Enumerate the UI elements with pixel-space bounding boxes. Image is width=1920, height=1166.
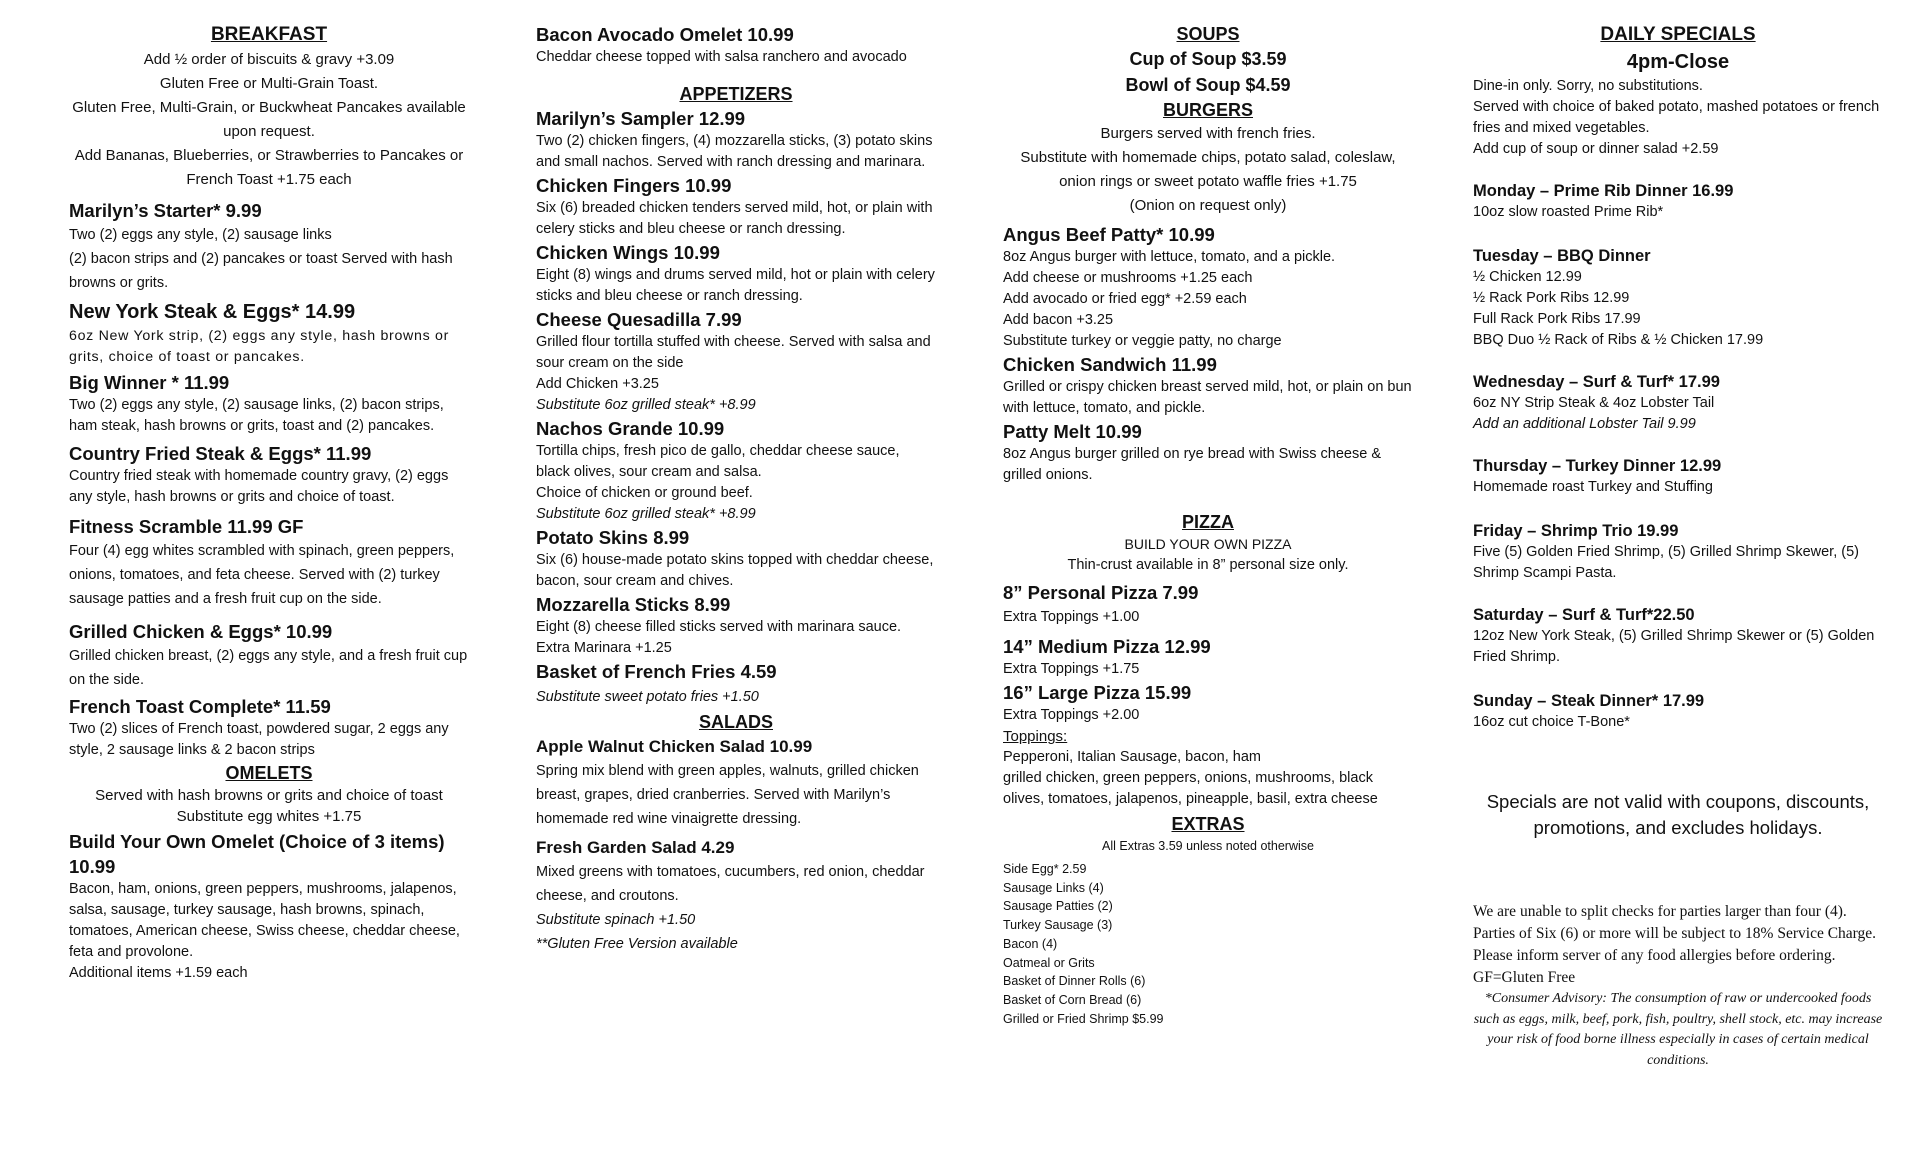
menu-item-desc: Two (2) eggs any style, (2) sausage links, (2) bacon strips, ham steak, hash browns or grits, toast and (2) pancakes. [69,397,444,434]
menu-item-title: Chicken Wings 10.99 [536,242,720,263]
menu-item-desc: Bacon, ham, onions, green peppers, mushrooms, jalapenos, salsa, sausage, turkey sausage, hash browns, spinach, tomatoes, American cheese, Swiss cheese, cheddar cheese, feta and provolone. [69,881,460,960]
menu-item-title: Cheese Quesadilla 7.99 [536,309,742,330]
menu-item-desc: Six (6) breaded chicken tenders served mild, hot, or plain with celery sticks and bleu cheese or ranch dressing. [536,200,933,237]
extras-item: Side Egg* 2.59 [1003,862,1087,876]
menu-item-substitute: Substitute 6oz grilled steak* +8.99 [536,397,756,413]
extras-item: Grilled or Fried Shrimp $5.99 [1003,1011,1164,1026]
extras-item: Bacon (4) [1003,936,1058,951]
cup-of-soup: Cup of Soup $3.59 [1129,49,1287,69]
extras-item: Sausage Links (4) [1003,880,1104,895]
breakfast-note: Gluten Free or Multi-Grain Toast. [159,75,379,92]
breakfast-note: Add Bananas, Blueberries, or Strawberries to Pancakes or French Toast +1.75 each [74,147,464,188]
menu-item-title: Fitness Scramble 11.99 GF [69,516,304,537]
soups-heading: SOUPS [1176,24,1240,44]
extras-item: Basket of Corn Bread (6) [1003,992,1142,1007]
toppings-label: Toppings: [1003,728,1068,745]
soups-burgers-column [1003,22,1413,1028]
menu-item-desc: Eight (8) wings and drums served mild, hot or plain with celery sticks and bleu cheese or ranch dressing. [536,267,935,304]
pizza-note: Thin-crust available in 8” personal size only. [1067,557,1349,573]
specials-intro: Dine-in only. Sorry, no substitutions. Served with choice of baked potato, mashed potatoes or french fries and mixed vegetables. Add cup of soup or dinner salad +2.59 [1473,78,1880,157]
menu-item-title: Chicken Fingers 10.99 [536,175,732,196]
menu-item-desc: Tortilla chips, fresh pico de gallo, cheddar cheese sauce, black olives, sour cream and salsa. [536,443,900,480]
omelets-note: Served with hash browns or grits and choice of toast [95,787,443,804]
menu-item-title: Chicken Sandwich 11.99 [1003,354,1217,375]
menu-item-substitute: Substitute spinach +1.50 [536,912,696,928]
check-policy: We are unable to split checks for parties larger than four (4). Parties of Six (6) or more will be subject to 18% Service Charge. Please inform server of any food allergies before ordering. GF=Gluten Free [1473,903,1877,986]
consumer-advisory: *Consumer Advisory: The consumption of raw or undercooked foods such as eggs, milk, beef, pork, fish, poultry, shell stock, etc. may increase your risk of food borne illness especially in cases of certain medical conditions. [1473,991,1883,1068]
menu-item-desc: Two (2) eggs any style, (2) sausage links (2) bacon strips and (2) pancakes or toast Served with hash browns or grits. [69,227,453,291]
gluten-free-note: **Gluten Free Version available [536,936,738,952]
extras-item: Basket of Dinner Rolls (6) [1003,974,1146,989]
menu-item-desc: Country fried steak with homemade country gravy, (2) eggs any style, hash browns or grits and choice of toast. [69,468,449,505]
special-desc: 12oz New York Steak, (5) Grilled Shrimp Skewer or (5) Golden Fried Shrimp. [1473,628,1875,665]
burgers-note: Substitute with homemade chips, potato salad, coleslaw, onion rings or sweet potato waffle fries +1.75 [1020,149,1396,190]
menu-item-desc: Mixed greens with tomatoes, cucumbers, red onion, cheddar cheese, and croutons. [536,864,925,904]
special-desc: 16oz cut choice T-Bone* [1473,714,1630,730]
menu-item-desc: 8oz Angus burger with lettuce, tomato, and a pickle. Add cheese or mushrooms +1.25 each Add avocado or fried egg* +2.59 each Add bacon +3.25 Substitute turkey or veggie patty, no charge [1003,249,1336,349]
menu-item-title: Big Winner * 11.99 [69,372,230,393]
extras-item: Turkey Sausage (3) [1003,918,1113,933]
menu-item-desc: Extra Toppings +1.75 [1003,661,1140,677]
menu-item-title: Marilyn’s Starter* 9.99 [69,200,262,221]
special-title: Saturday – Surf & Turf*22.50 [1473,606,1695,624]
menu-item-desc: 8oz Angus burger grilled on rye bread with Swiss cheese & grilled onions. [1003,446,1382,483]
menu-item-desc: Spring mix blend with green apples, walnuts, grilled chicken breast, grapes, dried cranberries. Served with Marilyn’s homemade red wine vinaigrette dressing. [536,763,919,827]
menu-item-substitute: Substitute 6oz grilled steak* +8.99 [536,506,756,522]
menu-item-title: Angus Beef Patty* 10.99 [1003,224,1215,245]
menu-item-title: Bacon Avocado Omelet 10.99 [536,24,794,45]
menu-item-extra: Choice of chicken or ground beef. [536,485,753,501]
special-desc: Homemade roast Turkey and Stuffing [1473,479,1713,495]
specials-heading: DAILY SPECIALS [1600,24,1756,45]
menu-item-title: Country Fried Steak & Eggs* 11.99 [69,443,372,464]
menu-item-title: Mozzarella Sticks 8.99 [536,594,731,615]
burgers-note: (Onion on request only) [1129,197,1287,214]
special-desc: ½ Chicken 12.99 ½ Rack Pork Ribs 12.99 Full Rack Pork Ribs 17.99 BBQ Duo ½ Rack of Ribs & ½ Chicken 17.99 [1473,269,1764,348]
extras-note: All Extras 3.59 unless noted otherwise [1102,839,1314,853]
extras-item: Sausage Patties (2) [1003,899,1113,914]
specials-exclusion-note: Specials are not valid with coupons, discounts, promotions, and excludes holidays. [1486,791,1870,838]
special-title: Sunday – Steak Dinner* 17.99 [1473,692,1705,710]
menu-item-extra: Add Chicken +3.25 [536,376,659,392]
specials-time: 4pm-Close [1626,51,1730,73]
menu-item-desc: Cheddar cheese topped with salsa ranchero and avocado [536,49,907,65]
menu-item-title: Nachos Grande 10.99 [536,418,725,439]
menu-item-title: Potato Skins 8.99 [536,527,690,548]
specials-column [1473,22,1883,1071]
menu-item-desc: Grilled or crispy chicken breast served mild, hot, or plain on bun with lettuce, tomato, and pickle. [1003,379,1412,416]
special-desc: 6oz NY Strip Steak & 4oz Lobster Tail [1473,395,1715,411]
menu-item-desc: Two (2) chicken fingers, (4) mozzarella sticks, (3) potato skins and small nachos. Served with ranch dressing and marinara. [536,133,933,170]
menu-item-title: Grilled Chicken & Eggs* 10.99 [69,621,333,642]
menu-item-desc: 6oz New York strip, (2) eggs any style, hash browns or grits, choice of toast or pancakes. [69,328,450,365]
menu-item-title: New York Steak & Eggs* 14.99 [69,301,356,323]
special-desc: 10oz slow roasted Prime Rib* [1473,204,1664,220]
extras-heading: EXTRAS [1171,814,1245,834]
special-title: Wednesday – Surf & Turf* 17.99 [1473,373,1720,391]
menu-item-title: Marilyn’s Sampler 12.99 [536,108,746,129]
menu-item-desc: Six (6) house-made potato skins topped with cheddar cheese, bacon, sour cream and chives. [536,552,934,589]
menu-item-substitute: Substitute sweet potato fries +1.50 [536,689,759,705]
special-title: Monday – Prime Rib Dinner 16.99 [1473,182,1734,200]
menu-item-extra: Extra Marinara +1.25 [536,640,672,656]
menu-item-title: 16” Large Pizza 15.99 [1003,682,1192,703]
appetizers-column [536,22,936,956]
menu-item-desc: Extra Toppings +2.00 [1003,707,1140,723]
breakfast-heading: BREAKFAST [210,24,328,45]
menu-item-desc: Extra Toppings +1.00 [1003,609,1140,625]
breakfast-column [69,22,469,984]
breakfast-note: Add ½ order of biscuits & gravy +3.09 [143,51,395,68]
menu-item-extra: Additional items +1.59 each [69,965,248,981]
menu-item-desc: Two (2) slices of French toast, powdered sugar, 2 eggs any style, 2 sausage links & 2 bacon strips [69,721,449,758]
appetizers-heading: APPETIZERS [679,84,793,104]
menu-item-title: Fresh Garden Salad 4.29 [536,838,735,857]
menu-item-title: Patty Melt 10.99 [1003,421,1142,442]
breakfast-note: Gluten Free, Multi-Grain, or Buckwheat Pancakes available upon request. [72,99,466,140]
toppings-list: Pepperoni, Italian Sausage, bacon, ham grilled chicken, green peppers, onions, mushrooms, black olives, tomatoes, jalapenos, pineapple, basil, extra cheese [1003,749,1378,807]
menu-item-title: Basket of French Fries 4.59 [536,661,777,682]
omelets-heading: OMELETS [225,763,313,783]
extras-item: Oatmeal or Grits [1003,955,1095,970]
menu-item-desc: Grilled flour tortilla stuffed with cheese. Served with salsa and sour cream on the side [536,334,931,371]
bowl-of-soup: Bowl of Soup $4.59 [1125,75,1291,95]
special-desc: Five (5) Golden Fried Shrimp, (5) Grilled Shrimp Skewer, (5) Shrimp Scampi Pasta. [1473,544,1859,581]
special-title: Tuesday – BBQ Dinner [1473,247,1651,265]
menu-item-title: French Toast Complete* 11.59 [69,696,331,717]
menu-item-desc: Eight (8) cheese filled sticks served with marinara sauce. [536,619,902,635]
pizza-heading: PIZZA [1182,512,1234,532]
menu-item-title: 8” Personal Pizza 7.99 [1003,582,1199,603]
special-title: Thursday – Turkey Dinner 12.99 [1473,457,1722,475]
salads-heading: SALADS [698,712,773,732]
omelets-note: Substitute egg whites +1.75 [176,808,362,825]
special-add-on: Add an additional Lobster Tail 9.99 [1473,416,1696,432]
special-title: Friday – Shrimp Trio 19.99 [1473,522,1679,540]
menu-item-title: Build Your Own Omelet (Choice of 3 items) 10.99 [69,831,445,877]
pizza-note: BUILD YOUR OWN PIZZA [1124,536,1292,552]
burgers-note: Burgers served with french fries. [1100,125,1316,142]
menu-item-title: 14” Medium Pizza 12.99 [1003,636,1211,657]
menu-item-title: Apple Walnut Chicken Salad 10.99 [536,737,813,756]
menu-item-desc: Grilled chicken breast, (2) eggs any style, and a fresh fruit cup on the side. [69,648,468,688]
menu-item-desc: Four (4) egg whites scrambled with spinach, green peppers, onions, tomatoes, and feta cheese. Served with (2) turkey sausage patties and a fresh fruit cup on the side. [69,543,455,607]
burgers-heading: BURGERS [1162,100,1253,120]
